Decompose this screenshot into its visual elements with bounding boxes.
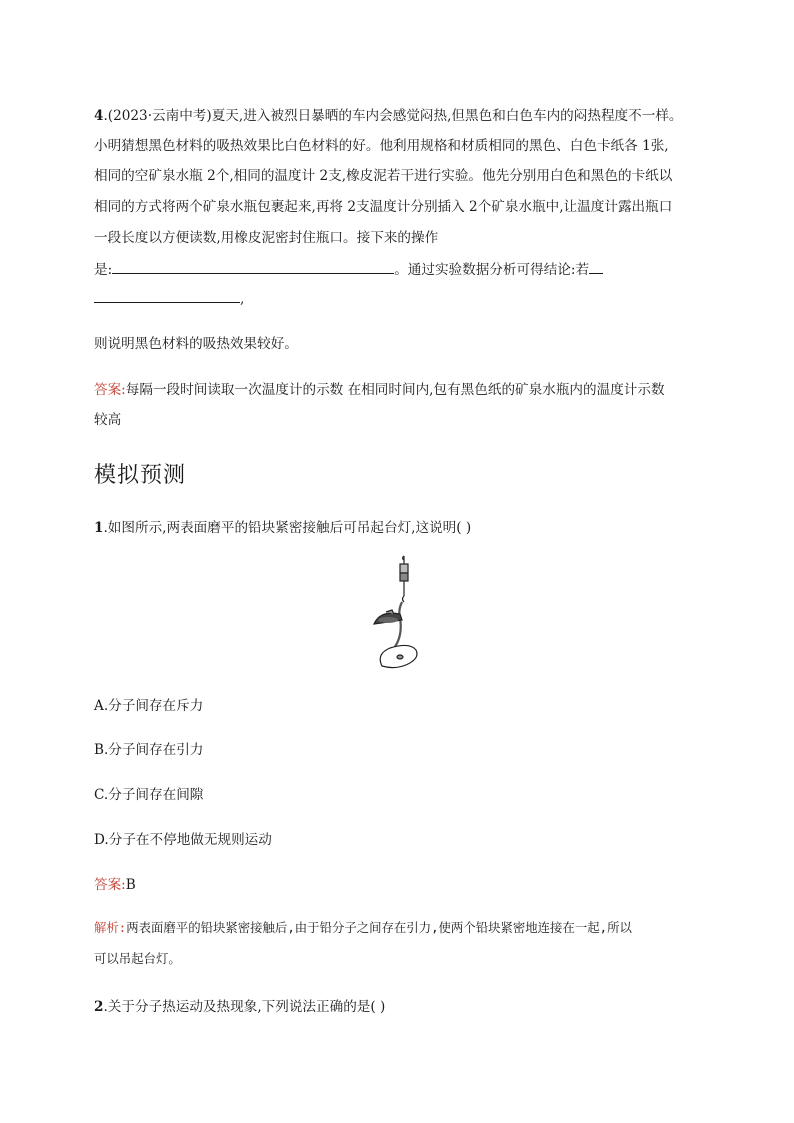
lamp-hanging-icon [374,556,417,668]
q4-number: 4 [94,108,104,124]
q4-line6-mid: 。通过实验数据分析可得结论:若 [394,262,590,278]
answer-blank-2a[interactable] [589,259,603,274]
q4-text-1: 夏天,进入被烈日暴晒的车内会感觉闷热,但黑色和白色车内的闷热程度不一样。 [211,108,683,124]
q1-stem: .如图所示,两表面磨平的铅块紧密接触后可吊起台灯,这说明( ) [103,520,472,536]
q1-explain-text-1: 两表面磨平的铅块紧密接触后,由于铅分子之间存在引力,使两个铅块紧密地连接在一起,所以 [126,920,632,935]
q1-answer-line [94,873,136,893]
q2-stem: .关于分子热运动及热现象,下列说法正确的是( ) [103,999,386,1015]
q1-stem-line [94,516,471,536]
answer-blank-2b[interactable] [94,288,240,303]
q1-explain-line-1 [94,918,632,936]
q1-option-d[interactable]: D.分子在不停地做无规则运动 [94,832,272,848]
q1-option-c[interactable]: C.分子间存在间隙 [94,787,204,803]
answer-label: 答案: [94,382,126,398]
q4-line-6 [94,258,603,278]
q4-line7-suffix: , [240,291,245,307]
q4-line-1 [94,104,683,124]
q4-line-7 [94,288,244,307]
q2-stem-line [94,995,385,1015]
q4-answer-text-1: 每隔一段时间读取一次温度计的示数 在相同时间内,包有黑色纸的矿泉水瓶内的温度计示数 [125,382,665,398]
q4-answer-line-2: 较高 [94,412,122,428]
q1-number: 1 [94,520,104,536]
q4-line6-prefix: 是: [94,262,113,278]
q1-explain-label: 解析: [94,920,127,935]
q4-answer-line-1 [94,378,665,398]
q1-option-b[interactable]: B.分子间存在引力 [94,742,204,758]
q4-line-3: 相同的空矿泉水瓶 2个,相同的温度计 2支,橡皮泥若干进行实验。他先分别用白色和黑色的卡纸以 [94,168,673,184]
q1-answer: B [125,877,136,893]
q1-explain-line-2: 可以吊起台灯。 [94,951,181,966]
lamp-figure [356,554,432,672]
q4-source: .(2023·云南中考) [103,108,212,124]
answer-blank-1[interactable] [112,259,394,274]
q1-option-a[interactable]: A.分子间存在斥力 [94,698,204,714]
q1-answer-label: 答案: [94,877,126,893]
q4-line-8: 则说明黑色材料的吸热效果较好。 [94,336,298,352]
q4-line-2: 小明猜想黑色材料的吸热效果比白色材料的好。他利用规格和材质相同的黑色、白色卡纸各 1张, [94,138,669,154]
q2-number: 2 [94,999,104,1015]
section-title: 模拟预测 [94,463,187,488]
q4-line-4: 相同的方式将两个矿泉水瓶包裹起来,再将 2支温度计分别插入 2个矿泉水瓶中,让温度计露出瓶口 [94,199,673,215]
q4-line-5: 一段长度以方便读数,用橡皮泥密封住瓶口。接下来的操作 [94,230,439,246]
